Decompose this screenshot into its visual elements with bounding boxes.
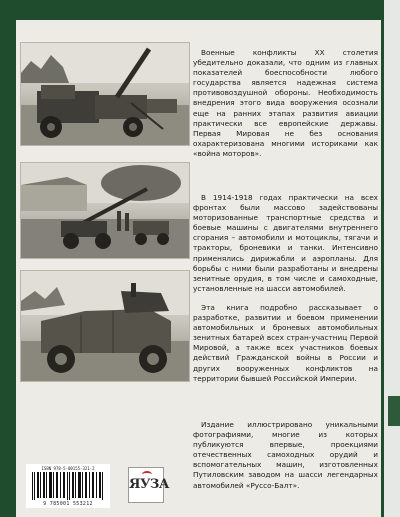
photo-aa-gun-battery-image [21, 163, 189, 258]
blurb-paragraph-2 [193, 193, 378, 296]
photo-aa-truck [20, 42, 190, 146]
blurb-text-3: Эта книга подробно рассказывает о разработке, развитии и боевом применении автомобильных и броневых автомобильных зенитных батарей всех стран-участниц Первой Мировой, а также всех участников боевых действий Гражданской войны в России и других вооруженных конфликтов на территории бывшей Российской Империи. [193, 303, 378, 383]
spine-green-band [388, 396, 400, 426]
photo-armored-aa-car [20, 270, 190, 382]
blurb-text-1: Военные конфликты XX столетия убедительно доказали, что одним из главных показателей боеспособности любого государства является надежная система противовоздушной обороны. Необходимость внедрения этого вида вооружения осознали еще на ранних этапах развития авиации практически все европейские державы. Первая Мировая не без основания охарактеризована многими историками как «война моторов». [193, 48, 378, 158]
isbn-label: ISBN 978-5-00155-321-2 [41, 466, 95, 471]
publisher-logo-text: ЯУЗА [129, 477, 169, 492]
photo-aa-truck-image [21, 43, 189, 145]
photo-aa-gun-battery [20, 162, 190, 259]
barcode-digits: 9 785001 553212 [43, 501, 93, 507]
barcode-bars [32, 472, 104, 500]
blurb-paragraph-4 [193, 420, 378, 512]
blurb-text-4: Издание иллюстрировано уникальными фотографиями, многие из которых публикуются впервые, проекциями отечественных самоходных орудий и вспомогательных машин, изготовленных Путиловским заводом на шасси легендарных автомобилей «Руссо-Балт». [193, 420, 378, 490]
isbn-barcode [26, 464, 110, 508]
blurb-paragraph-1 [193, 48, 378, 191]
blurb-text-2: В 1914-1918 годах практически на всех фронтах были массово задействованы моторизованные транспортные средства и боевые машины с двигателями внутреннего сгорания – автомобили и мотоциклы, тягачи и тракторы, броневики и танки. Интенсивно применялись дирижабли и аэропланы. Для борьбы с ними были разработаны и внедрены зенитные орудия, в том числе и самоходные, установленные на шасси автомобилей. [193, 193, 378, 293]
publisher-logo [128, 467, 169, 503]
photo-armored-aa-car-image [21, 271, 189, 381]
blurb-paragraph-3 [193, 303, 378, 415]
spine-edge [384, 0, 400, 517]
